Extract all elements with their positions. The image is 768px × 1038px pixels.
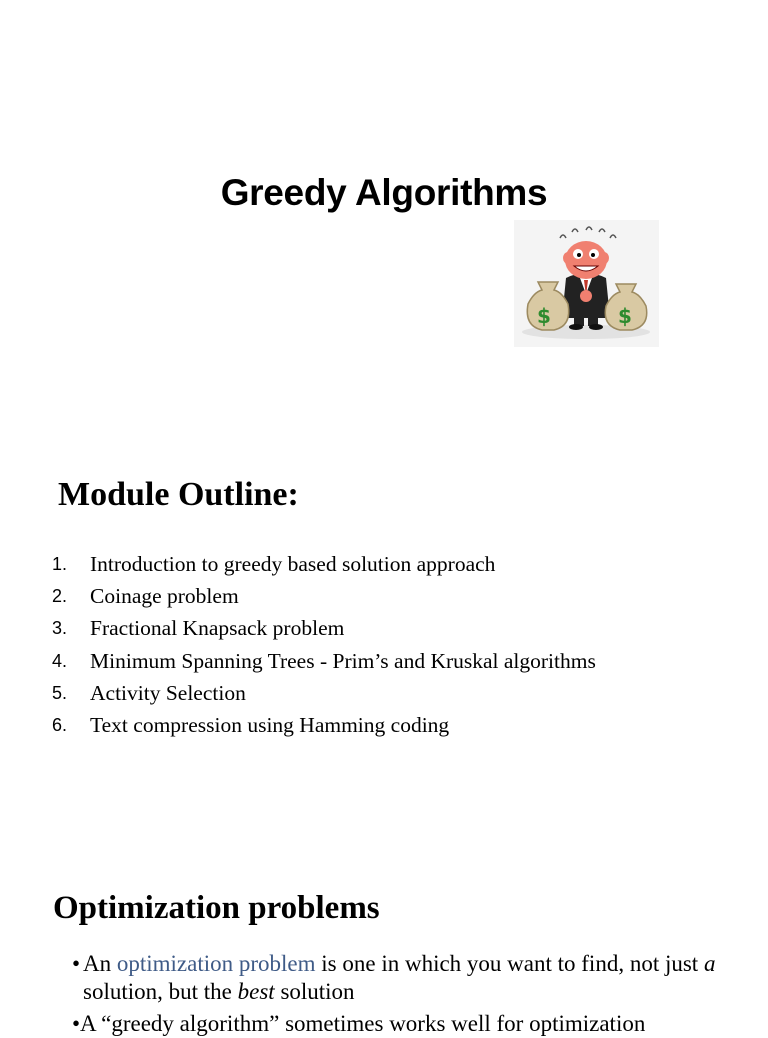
module-outline-heading: Module Outline: (58, 476, 299, 513)
list-item-text: Minimum Spanning Trees - Prim’s and Kruskal algorithms (90, 648, 596, 673)
list-item-number: 4. (52, 650, 68, 671)
list-item-text: Coinage problem (90, 583, 239, 608)
bullet-text-part: solution (274, 979, 355, 1004)
list-item (52, 709, 596, 741)
optimization-bullet (72, 950, 732, 1006)
list-item (52, 677, 596, 709)
bullet-text-part: solution, but the (83, 979, 238, 1004)
module-outline-list (52, 548, 596, 742)
emphasis-a: a (703, 951, 716, 976)
list-item (52, 645, 596, 677)
optimization-problems-heading: Optimization problems (53, 890, 380, 926)
bullet-text-part: is one in which you want to find, not just (315, 951, 704, 976)
emphasis-best: best (237, 979, 275, 1004)
bullet-text (72, 950, 732, 1006)
list-item-number: 1. (52, 553, 68, 574)
list-item-text: Text compression using Hamming coding (90, 713, 450, 738)
list-item-text: Fractional Knapsack problem (90, 616, 345, 641)
highlighted-term: optimization problem (116, 951, 316, 976)
list-item-number: 3. (52, 618, 68, 639)
bullet-text-part: An (83, 951, 117, 976)
list-item (52, 548, 596, 580)
list-item (52, 613, 596, 645)
list-item-number: 2. (52, 585, 68, 606)
svg-text:$: $ (618, 304, 632, 328)
greedy-bullet-partial: •A “greedy algorithm” sometimes works well for optimization (72, 1011, 646, 1036)
bullet-dot: • (72, 951, 81, 976)
list-item-text: Introduction to greedy based solution approach (90, 551, 496, 576)
svg-text:$: $ (537, 304, 551, 328)
greedy-man-money-bags-illustration (514, 220, 659, 347)
list-item (52, 580, 596, 612)
list-item-text: Activity Selection (90, 680, 246, 705)
list-item-number: 6. (52, 715, 68, 736)
slide-title: Greedy Algorithms (220, 172, 548, 213)
list-item-number: 5. (52, 682, 68, 703)
